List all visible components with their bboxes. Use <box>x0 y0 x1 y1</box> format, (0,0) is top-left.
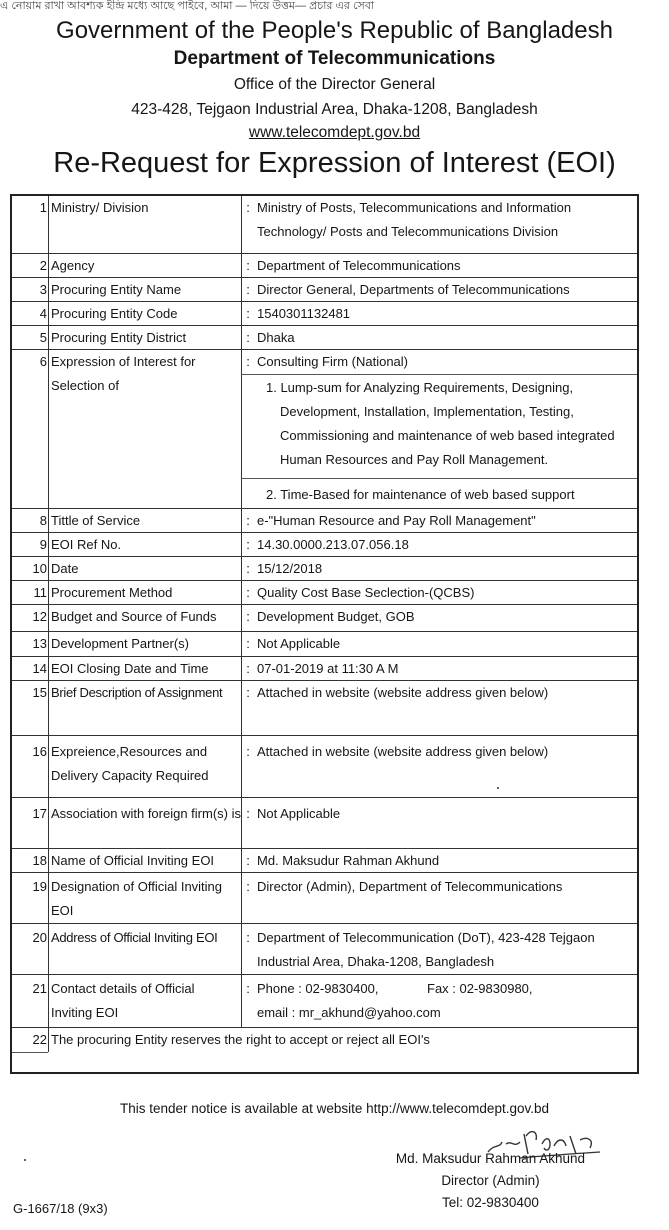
row-number: 8 <box>39 513 47 528</box>
row-colon: : <box>246 930 250 945</box>
fax-number: Fax : 02-9830980, <box>427 981 533 996</box>
row-label: EOI Closing Date and Time <box>51 661 209 676</box>
row-value: Development Budget, GOB <box>257 609 415 624</box>
row-label: Expression of Interest for Selection of <box>51 354 196 393</box>
table-row <box>12 1027 637 1074</box>
row-colon: : <box>246 609 250 624</box>
table-row <box>12 325 637 349</box>
row-value: Department of Telecommunications <box>257 258 461 273</box>
row-number: 17 <box>32 806 47 821</box>
row-number: 2 <box>39 258 47 273</box>
tender-notice: This tender notice is available at website http://www.telecomdept.gov.bd <box>120 1101 549 1116</box>
row-value: e-"Human Resource and Pay Roll Management" <box>257 513 536 528</box>
row-value: Consulting Firm (National) <box>257 354 408 369</box>
row-value: 07-01-2019 at 11:30 A M <box>257 661 399 676</box>
signatory-designation: Director (Admin) <box>441 1173 540 1188</box>
row-number: 3 <box>39 282 47 297</box>
letterhead <box>0 16 669 181</box>
table-row <box>12 923 637 974</box>
phone-number: Phone : 02-9830400, <box>257 981 379 996</box>
table-row <box>12 872 637 923</box>
row-value: Not Applicable <box>257 806 341 821</box>
row-number: 10 <box>32 561 47 576</box>
table-row <box>12 848 637 872</box>
row-number: 11 <box>33 585 47 600</box>
row-number: 4 <box>39 306 47 321</box>
row-number: 9 <box>39 537 47 552</box>
service-item-1: 1. Lump-sum for Analyzing Requirements, Designing, <box>266 380 574 395</box>
row-number: 16 <box>32 744 47 759</box>
row-number: 22 <box>32 1032 47 1047</box>
row-colon: : <box>246 354 250 369</box>
table-row <box>12 974 637 1027</box>
row-colon: : <box>246 744 250 759</box>
ad-reference: G-1667/18 (9x3) <box>13 1201 108 1216</box>
row-value: Director General, Departments of Telecommunications <box>257 282 570 297</box>
eoi-table <box>10 194 639 1074</box>
table-row <box>12 301 637 325</box>
row-number: 19 <box>32 879 47 894</box>
row-number: 18 <box>32 853 47 868</box>
signature-block <box>396 1148 585 1214</box>
government-name: Government of the People's Republic of Bangladesh <box>56 17 613 44</box>
row-label: Contact details of Official Inviting EOI <box>51 981 195 1020</box>
row-value: 15/12/2018 <box>257 561 323 576</box>
row-colon: : <box>246 537 250 552</box>
row-label: Procurement Method <box>51 585 173 600</box>
row-label: Budget and Source of Funds <box>51 609 217 624</box>
row-number: 15 <box>32 685 47 700</box>
row-value: Director (Admin), Department of Telecommunications <box>257 879 563 894</box>
row-number: 20 <box>32 930 47 945</box>
row-label: Date <box>51 561 79 576</box>
row-colon: : <box>246 282 250 297</box>
signatory-name: Md. Maksudur Rahman Akhund <box>395 1151 585 1166</box>
row-label: Association with foreign firm(s) is <box>51 806 241 821</box>
row-colon: : <box>246 200 250 215</box>
service-item-1-line: Human Resources and Pay Roll Management. <box>280 452 549 467</box>
row-label: Designation of Official Inviting EOI <box>51 879 223 918</box>
speck <box>497 787 499 789</box>
row-value: Attached in website (website address given below) <box>257 685 549 700</box>
row-number: 6 <box>39 354 47 369</box>
row-label: Address of Official Inviting EOI <box>51 930 218 945</box>
row-label: Agency <box>51 258 95 273</box>
table-row <box>12 580 637 604</box>
table-row <box>12 604 637 631</box>
row-colon: : <box>246 330 250 345</box>
top-cropped-text: এ নোয়াম রাখা আবশ্যক ইন্দ্রি মধ্যে আছে পাইবে, আমা — দিয়ে উত্তম— প্রচার এর সেবা <box>0 0 375 12</box>
row-colon: : <box>246 561 250 576</box>
row-colon: : <box>246 585 250 600</box>
row-value: 1540301132481 <box>257 306 351 321</box>
document-title: Re-Request for Expression of Interest (EOI) <box>53 147 616 179</box>
row-number: 5 <box>39 330 47 345</box>
row-colon: : <box>246 258 250 273</box>
row-label: Tittle of Service <box>51 513 141 528</box>
service-item-1-line: Development, Installation, Implementation, Testing, <box>280 404 574 419</box>
service-item-2: 2. Time-Based for maintenance of web based support <box>266 487 575 502</box>
table-row <box>12 631 637 656</box>
row-colon: : <box>246 636 250 651</box>
row-label: Procuring Entity Name <box>51 282 182 297</box>
row-value: Ministry of Posts, Telecommunications and Information Technology/ Posts and Telecommunications Division <box>257 200 572 239</box>
row-value: Not Applicable <box>257 636 341 651</box>
row-value: Department of Telecommunication (DoT), 423-428 Tejgaon Industrial Area, Dhaka-1208, Bangladesh <box>257 930 595 969</box>
row-colon: : <box>246 853 250 868</box>
table-row <box>12 680 637 735</box>
table-row <box>12 196 637 253</box>
service-item-1-line: Commissioning and maintenance of web based integrated <box>280 428 615 443</box>
table-row <box>12 735 637 797</box>
speck <box>24 1159 26 1161</box>
table-row <box>12 277 637 301</box>
row-label: Expreience,Resources and Delivery Capacity Required <box>51 744 209 783</box>
row-number: 12 <box>32 609 47 624</box>
row-colon: : <box>246 661 250 676</box>
row-label: Procuring Entity Code <box>51 306 178 321</box>
row-colon: : <box>246 981 250 996</box>
row-value: Attached in website (website address given below) <box>257 744 549 759</box>
table-row <box>12 253 637 277</box>
table-row <box>12 532 637 556</box>
row-number: 13 <box>32 636 47 651</box>
row-colon: : <box>246 685 250 700</box>
office-address: 423-428, Tejgaon Industrial Area, Dhaka-1208, Bangladesh <box>131 101 538 118</box>
row-label: Development Partner(s) <box>51 636 189 651</box>
row-label: Brief Description of Assignment <box>51 685 223 700</box>
table-row <box>12 797 637 848</box>
table-row <box>12 656 637 680</box>
email-address: email : mr_akhund@yahoo.com <box>257 1005 441 1020</box>
row-value: Quality Cost Base Seclection-(QCBS) <box>257 585 475 600</box>
row-colon: : <box>246 513 250 528</box>
row-number: 14 <box>32 661 47 676</box>
website-link[interactable]: www.telecomdept.gov.bd <box>248 124 421 141</box>
table-row <box>12 508 637 532</box>
row-value: 14.30.0000.213.07.056.18 <box>257 537 409 552</box>
row-label: Procuring Entity District <box>51 330 187 345</box>
row-value: Dhaka <box>257 330 295 345</box>
signatory-tel: Tel: 02-9830400 <box>442 1195 539 1210</box>
department-name: Department of Telecommunications <box>173 48 496 69</box>
row-colon: : <box>246 879 250 894</box>
row-number: 1 <box>39 200 47 215</box>
row-colon: : <box>246 806 250 821</box>
table-row <box>12 556 637 580</box>
row-label: Ministry/ Division <box>51 200 149 215</box>
row-number: 21 <box>32 981 47 996</box>
row-label: Name of Official Inviting EOI <box>51 853 215 868</box>
row-value: Md. Maksudur Rahman Akhund <box>257 853 440 868</box>
table-row <box>12 349 637 508</box>
office-name: Office of the Director General <box>233 76 436 93</box>
row-label: EOI Ref No. <box>51 537 122 552</box>
row-label: The procuring Entity reserves the right to accept or reject all EOI's <box>51 1032 430 1047</box>
row-colon: : <box>246 306 250 321</box>
